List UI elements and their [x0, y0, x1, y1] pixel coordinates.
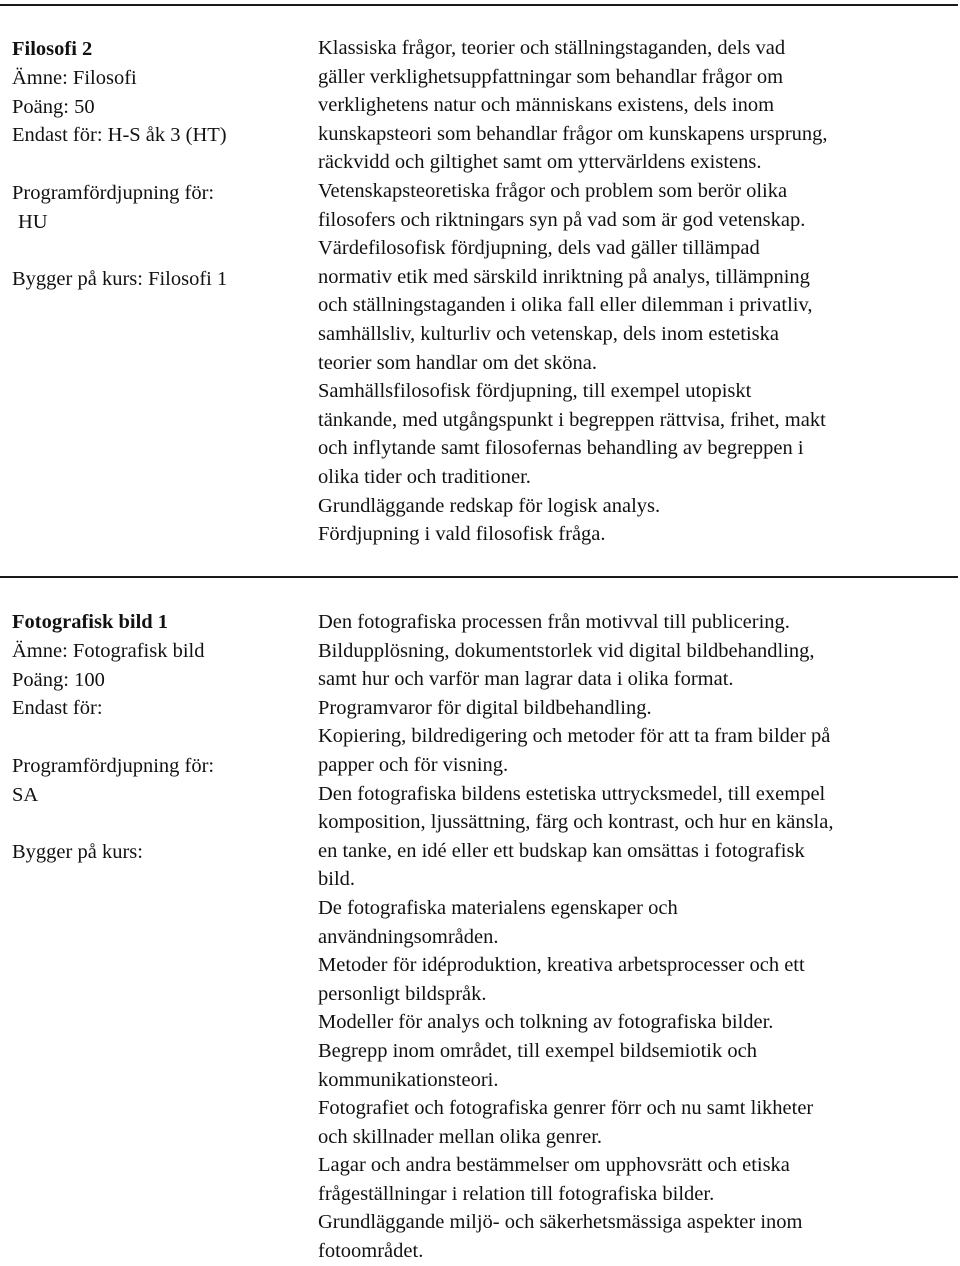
content-line: Grundläggande redskap för logisk analys.: [318, 494, 661, 517]
content-line: Samhällsfilosofisk fördjupning, till exempel utopiskt: [318, 380, 752, 403]
course-content-fotografisk-bild-1: [318, 608, 958, 1266]
content-line: tänkande, med utgångspunkt i begreppen rättvisa, frihet, makt: [318, 408, 826, 431]
content-line: personligt bildspråk.: [318, 982, 487, 1005]
course-subject: Ämne: Filosofi: [12, 66, 137, 89]
course-prerequisite: Bygger på kurs: Filosofi 1: [12, 268, 228, 291]
content-line: Vetenskapsteoretiska frågor och problem som berör olika: [318, 179, 788, 202]
content-line: Den fotografiska processen från motivval till publicering.: [318, 611, 790, 633]
content-line: verklighetens natur och människans existens, dels inom: [318, 94, 775, 117]
program-value: SA: [12, 783, 39, 806]
program-label: Programfördjupning för:: [12, 181, 215, 204]
course-title: Filosofi 2: [12, 38, 93, 60]
top-divider: [0, 4, 958, 6]
content-line: kunskapsteori som behandlar frågor om kunskapens ursprung,: [318, 122, 828, 145]
course-points: Poäng: 50: [12, 95, 95, 118]
course-subject: Ämne: Fotografisk bild: [12, 639, 205, 662]
content-line: Lagar och andra bestämmelser om upphovsrätt och etiska: [318, 1154, 790, 1177]
content-line: Modeller för analys och tolkning av fotografiska bilder.: [318, 1011, 774, 1034]
program-label: Programfördjupning för:: [12, 754, 215, 777]
content-line: olika tider och traditioner.: [318, 465, 531, 488]
content-line: och ställningstaganden i olika fall eller dilemman i privatliv,: [318, 294, 813, 317]
program-value: HU: [18, 210, 48, 233]
course-restriction: Endast för:: [12, 697, 103, 720]
content-line: Värdefilosofisk fördjupning, dels vad gäller tillämpad: [318, 237, 760, 260]
content-line: Fotografiet och fotografiska genrer förr och nu samt likheter: [318, 1097, 814, 1120]
course-info-filosofi-2: [12, 35, 302, 294]
course-content-filosofi-2: [318, 34, 958, 549]
course-info-fotografisk-bild-1: [12, 608, 302, 867]
content-line: Fördjupning i vald filosofisk fråga.: [318, 523, 606, 546]
content-line: komposition, ljussättning, färg och kontrast, och hur en känsla,: [318, 811, 834, 834]
content-line: räckvidd och giltighet samt om yttervärldens existens.: [318, 151, 762, 174]
content-line: användningsområden.: [318, 925, 499, 948]
content-line: samhällsliv, kulturliv och vetenskap, dels inom estetiska: [318, 322, 779, 345]
content-line: Den fotografiska bildens estetiska uttrycksmedel, till exempel: [318, 782, 826, 805]
content-line: bild.: [318, 868, 356, 891]
course-restriction: Endast för: H-S åk 3 (HT): [12, 124, 227, 147]
content-line: Bildupplösning, dokumentstorlek vid digital bildbehandling,: [318, 639, 815, 662]
content-line: Metoder för idéproduktion, kreativa arbetsprocesser och ett: [318, 954, 805, 977]
content-line: och inflytande samt filosofernas behandling av begreppen i: [318, 437, 804, 460]
course-title: Fotografisk bild 1: [12, 611, 169, 633]
course-points: Poäng: 100: [12, 668, 105, 691]
content-line: och skillnader mellan olika genrer.: [318, 1125, 603, 1148]
content-line: Begrepp inom området, till exempel bildsemiotik och: [318, 1039, 757, 1062]
course-prerequisite: Bygger på kurs:: [12, 841, 143, 864]
content-line: Klassiska frågor, teorier och ställningstaganden, dels vad: [318, 37, 786, 59]
content-line: normativ etik med särskild inriktning på analys, tillämpning: [318, 265, 810, 288]
content-line: Grundläggande miljö- och säkerhetsmässiga aspekter inom: [318, 1211, 803, 1234]
content-line: kommunikationsteori.: [318, 1068, 499, 1091]
content-line: fotoområdet.: [318, 1240, 424, 1263]
content-line: papper och för visning.: [318, 753, 509, 776]
content-line: Kopiering, bildredigering och metoder för att ta fram bilder på: [318, 725, 831, 748]
content-line: filosofers och riktningars syn på vad som är god vetenskap.: [318, 208, 806, 231]
content-line: Programvaror för digital bildbehandling.: [318, 696, 652, 719]
content-line: gäller verklighetsuppfattningar som behandlar frågor om: [318, 65, 784, 88]
content-line: samt hur och varför man lagrar data i olika format.: [318, 668, 734, 691]
section-divider: [0, 576, 958, 578]
content-line: De fotografiska materialens egenskaper och: [318, 896, 678, 919]
content-line: teorier som handlar om det sköna.: [318, 351, 597, 374]
content-line: en tanke, en idé eller ett budskap kan omsättas i fotografisk: [318, 839, 805, 862]
content-line: frågeställningar i relation till fotografiska bilder.: [318, 1182, 715, 1205]
